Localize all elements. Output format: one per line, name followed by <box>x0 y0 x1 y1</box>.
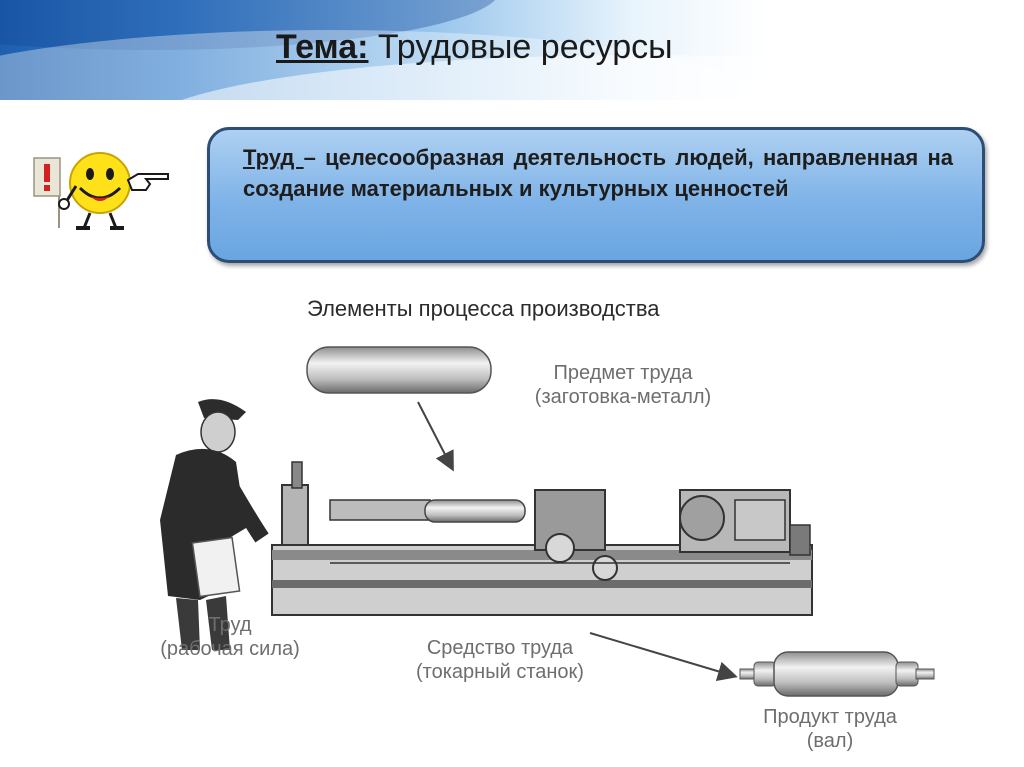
label-line: Средство труда <box>426 637 574 659</box>
label-line: Продукт труда <box>763 706 897 728</box>
label-line: (заготовка-металл) <box>534 386 712 408</box>
label-line: (токарный станок) <box>416 661 584 683</box>
label-subject-of-labor <box>508 361 738 409</box>
label-line: Труд <box>208 614 252 636</box>
label-line: (рабочая сила) <box>160 638 300 660</box>
title-topic: Трудовые ресурсы <box>368 28 673 66</box>
label-line: Предмет труда <box>553 362 693 384</box>
label-labor <box>130 613 330 661</box>
arrow-to-lathe <box>418 402 452 468</box>
shaft-illustration <box>740 652 934 696</box>
label-product-of-labor <box>725 705 935 753</box>
label-line: (вал) <box>806 730 854 752</box>
diagram-subtitle: Элементы процесса производства <box>307 296 660 321</box>
title-lead: Тема: <box>276 28 369 66</box>
metal-blank-illustration <box>307 347 491 393</box>
label-means-of-labor <box>385 636 615 684</box>
definition-term: Труд <box>243 145 304 170</box>
definition-body: – целесообразная деятельность людей, направленная на создание материальных и культурных ценностей <box>243 145 953 201</box>
lathe-illustration <box>272 462 812 615</box>
